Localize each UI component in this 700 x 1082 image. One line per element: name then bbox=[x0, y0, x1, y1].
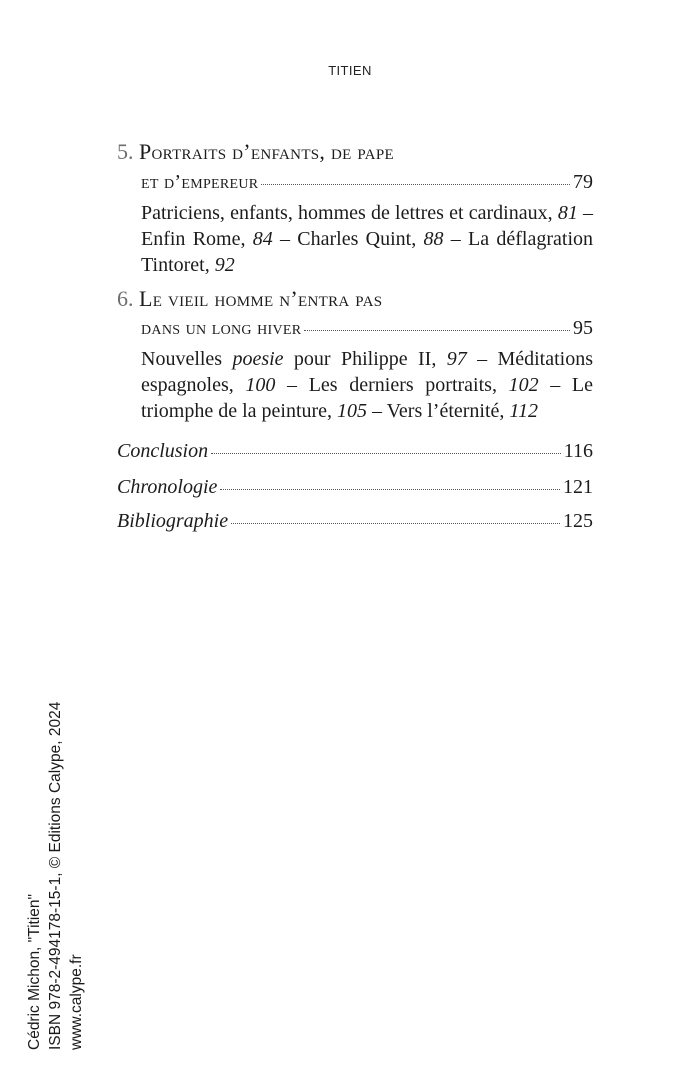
leader-dots bbox=[304, 330, 570, 331]
chapter-5-heading bbox=[117, 139, 593, 165]
section-page: 88 bbox=[423, 228, 444, 250]
section-text: – Vers l’éternité, bbox=[367, 400, 510, 422]
leader-dots bbox=[261, 184, 570, 185]
chapter-title-continued: et d’empereur bbox=[141, 171, 259, 193]
chapter-number: 5. bbox=[117, 139, 134, 164]
chapter-5-title-row[interactable] bbox=[141, 170, 593, 194]
section-page: 100 bbox=[245, 374, 276, 396]
section-page: 81 bbox=[557, 202, 578, 224]
section-page: 97 bbox=[446, 348, 467, 370]
toc-entry-bibliographie[interactable] bbox=[117, 509, 593, 533]
section-text-italic: poesie bbox=[232, 348, 284, 370]
page-number: 125 bbox=[563, 510, 593, 532]
page-number: 79 bbox=[573, 171, 593, 193]
section-text: – Les derniers portraits, bbox=[275, 374, 509, 396]
section-text: – Charles Quint, bbox=[272, 228, 424, 250]
section-text: – Méditations espagnoles, bbox=[141, 348, 594, 396]
section-page: 112 bbox=[509, 400, 538, 422]
section-text: Patriciens, enfants, hommes de lettres et cardinaux, bbox=[141, 202, 558, 224]
page-number: 121 bbox=[563, 476, 593, 498]
leader-dots bbox=[211, 453, 561, 454]
entry-label: Conclusion bbox=[117, 440, 209, 462]
chapter-title: Portraits d’enfants, de pape bbox=[139, 139, 394, 164]
page-number: 116 bbox=[563, 440, 593, 462]
running-header: TITIEN bbox=[328, 63, 372, 78]
chapter-6-title-row[interactable] bbox=[141, 316, 593, 340]
section-text: Nouvelles bbox=[141, 348, 233, 370]
chapter-title: Le vieil homme n’entra pas bbox=[139, 286, 383, 311]
leader-dots bbox=[220, 489, 560, 490]
page-number: 95 bbox=[573, 317, 593, 339]
section-text: pour Philippe II, bbox=[283, 348, 447, 370]
section-text: – Le triomphe de la peinture, bbox=[141, 374, 593, 422]
section-page: 92 bbox=[214, 254, 235, 276]
chapter-number: 6. bbox=[117, 286, 134, 311]
chapter-6-heading bbox=[117, 286, 593, 312]
toc-entry-conclusion[interactable] bbox=[117, 439, 593, 463]
leader-dots bbox=[231, 523, 560, 524]
side-credit bbox=[24, 702, 87, 1050]
credit-author-title: Cédric Michon, "Titien" bbox=[26, 893, 43, 1050]
section-page: 84 bbox=[252, 228, 273, 250]
section-text: – La déflagration Tintoret, bbox=[141, 228, 594, 276]
chapter-5-sections bbox=[141, 200, 593, 278]
section-page: 102 bbox=[508, 374, 539, 396]
toc-entry-chronologie[interactable] bbox=[117, 475, 593, 499]
credit-website: www.calype.fr bbox=[68, 954, 85, 1050]
chapter-title-continued: dans un long hiver bbox=[141, 317, 302, 339]
section-text: – Enfin Rome, bbox=[141, 202, 594, 250]
entry-label: Bibliographie bbox=[117, 510, 229, 532]
credit-isbn: ISBN 978-2-494178-15-1, © Editions Calype, 2024 bbox=[47, 701, 64, 1050]
chapter-6-sections bbox=[141, 346, 593, 424]
entry-label: Chronologie bbox=[117, 476, 218, 498]
section-page: 105 bbox=[337, 400, 368, 422]
